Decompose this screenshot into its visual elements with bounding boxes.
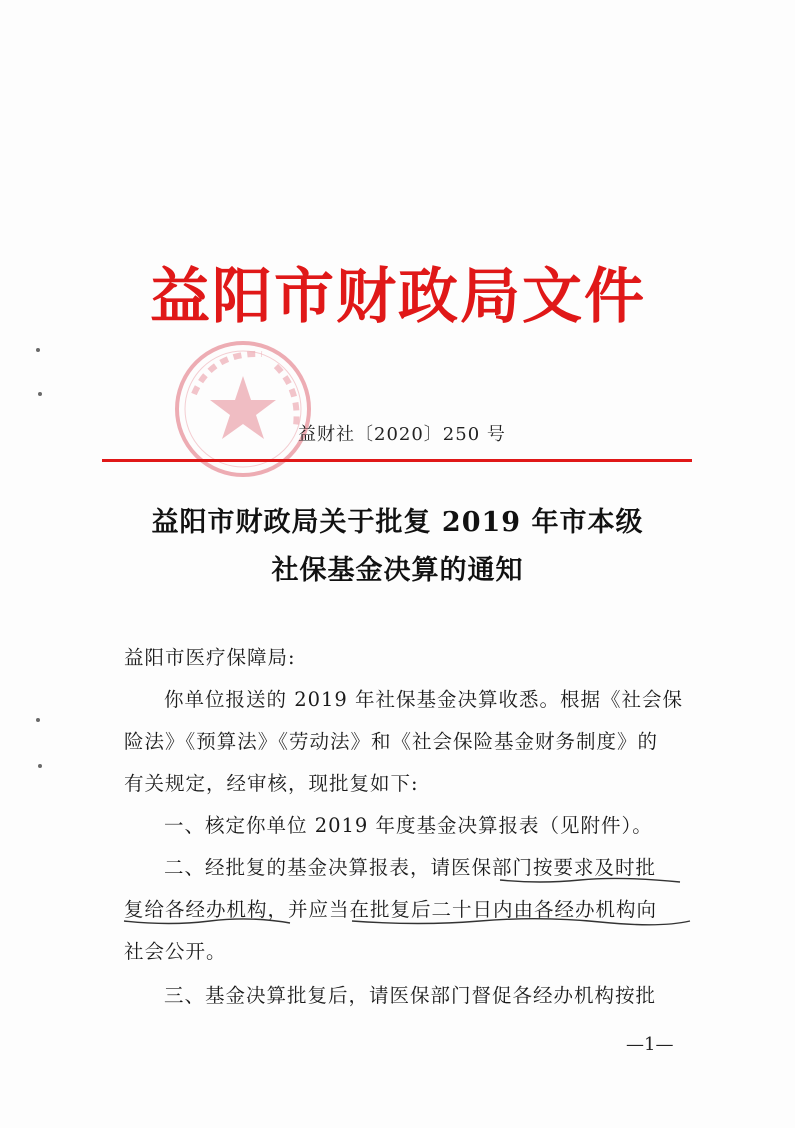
body-line-2: 险法》《预算法》《劳动法》和《社会保险基金财务制度》的 <box>124 730 659 753</box>
body-line-7: 社会公开。 <box>124 940 227 963</box>
salutation: 益阳市医疗保障局: <box>124 646 296 669</box>
body-line-4: 一、核定你单位 2019 年度基金决算报表（见附件）。 <box>164 814 653 837</box>
page-number: —1— <box>626 1034 674 1055</box>
document-number: 益财社〔2020〕250 号 <box>298 424 506 445</box>
body-line-5: 二、经批复的基金决算报表，请医保部门按要求及时批 <box>164 856 657 879</box>
body-line-6: 复给各经办机构，并应当在批复后二十日内由各经办机构向 <box>124 898 658 921</box>
body-line-3: 有关规定，经审核，现批复如下: <box>124 772 419 795</box>
red-divider-line <box>102 459 692 462</box>
document-title-line-1: 益阳市财政局关于批复 2019 年市本级 <box>151 507 644 538</box>
body-line-1: 你单位报送的 2019 年社保基金决算收悉。根据《社会保 <box>164 688 684 711</box>
issuer-title: 益阳市财政局文件 <box>150 262 646 332</box>
scan-speck <box>36 348 40 352</box>
body-line-8: 三、基金决算批复后，请医保部门督促各经办机构按批 <box>164 984 657 1007</box>
scan-speck <box>36 718 40 722</box>
scan-speck <box>38 764 42 768</box>
scan-speck <box>38 392 42 396</box>
document-title-line-2: 社保基金决算的通知 <box>271 555 524 586</box>
